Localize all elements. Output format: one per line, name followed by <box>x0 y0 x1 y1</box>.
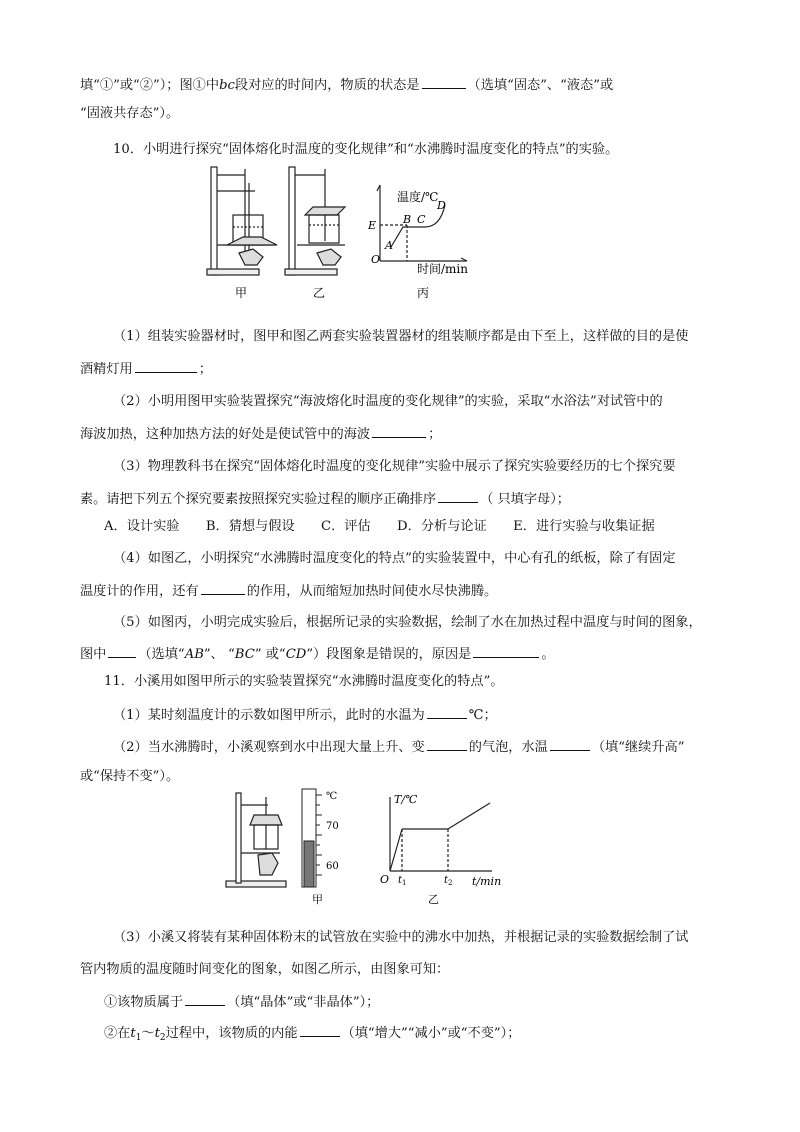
text-seg: （填“增大”“减小”或“不变”）； <box>341 1026 521 1041</box>
text-seg-italic: t <box>130 1026 136 1041</box>
q10-part2-line1: （2）小明用图甲实验装置探究“海波熔化时温度的变化规律”的实验，采取“水浴法”对试管中的 <box>113 394 663 409</box>
text-seg: 酒精灯用 <box>80 362 133 377</box>
label-origin: O <box>371 253 381 266</box>
thermo-unit: ℃ <box>326 791 338 802</box>
text-seg: 图中 <box>80 647 107 662</box>
q10-part1-line2 <box>80 358 212 380</box>
graph-ylabel: 温度/℃ <box>397 190 439 204</box>
label-origin: O <box>380 873 390 886</box>
text-seg: 素。请把下列五个探究要素按照探究实验过程的顺序正确排序 <box>80 492 437 507</box>
caption-bing: 丙 <box>417 286 430 300</box>
figure-q10 <box>205 165 505 300</box>
graph-ylabel: T/℃ <box>394 793 418 806</box>
q10-part3-line2 <box>80 488 570 510</box>
label-E: E <box>368 219 377 232</box>
text-seg: （选填“ <box>138 647 185 662</box>
graph-xlabel: 时间/min <box>417 262 468 276</box>
answer-blank[interactable] <box>438 488 478 503</box>
text-seg: ”）段图象是错误的，原因是 <box>306 647 472 662</box>
text-seg: （填“晶体”或“非晶体”）； <box>227 995 380 1010</box>
apparatus-yi <box>285 167 345 275</box>
question-10-stem: 10．小明进行探究“固体熔化时温度的变化规律”和“水沸腾时温度变化的特点”的实验。 <box>113 142 619 157</box>
text-seg: ℃； <box>468 708 497 723</box>
subscript: 1 <box>135 1033 142 1043</box>
q11-part1 <box>113 704 497 726</box>
label-t1-sub: 1 <box>402 879 407 887</box>
text-seg: ” 或“ <box>254 647 286 662</box>
answer-blank[interactable] <box>550 736 590 751</box>
answer-blank[interactable] <box>185 991 225 1006</box>
text-seg: （填“继续升高” <box>591 740 685 755</box>
text-seg: 的作用，从而缩短加热时间使水尽快沸腾。 <box>246 584 498 599</box>
caption-jia: 甲 <box>235 286 248 300</box>
label-t1: t <box>398 875 403 886</box>
text-seg: 。 <box>541 647 555 662</box>
text-seg-italic: CD <box>285 647 307 662</box>
q10-part5-line2 <box>80 643 555 665</box>
label-t2: t <box>444 875 449 886</box>
graph-xlabel: t/min <box>472 875 502 888</box>
text-seg: （选填“固态”、“液态”或 <box>467 78 614 93</box>
answer-blank[interactable] <box>473 643 539 658</box>
label-C: C <box>417 213 426 226</box>
text-seg-italic: AB <box>184 647 204 662</box>
text-seg: 温度计的作用，还有 <box>80 584 199 599</box>
label-A: A <box>385 239 393 252</box>
label-t2-sub: 2 <box>448 879 453 887</box>
text-seg-italic: t <box>154 1026 160 1041</box>
text-seg: ①该物质属于 <box>104 995 184 1010</box>
q10-part4-line1: （4）如图乙，小明探究“水沸腾时温度变化的特点”的实验装置中，中心有孔的纸板，除了有固定 <box>113 551 676 566</box>
text-seg: 段对应的时间内，物质的状态是 <box>234 78 420 93</box>
answer-blank[interactable] <box>300 1022 340 1037</box>
thermometer <box>302 789 322 887</box>
text-seg-italic: BC <box>234 647 255 662</box>
q11-part3-line2: 管内物质的温度随时间变化的图象，如图乙所示，由图象可知： <box>80 962 450 977</box>
subscript: 2 <box>159 1033 166 1043</box>
q10-part4-line2 <box>80 580 497 602</box>
text-seg: ； <box>198 362 212 377</box>
caption-yi: 乙 <box>313 286 326 300</box>
text-seg: （2）当水沸腾时，小溪观察到水中出现大量上升、变 <box>113 740 425 755</box>
text-seg-italic: bc <box>219 78 235 93</box>
text-seg: 过程中，该物质的内能 <box>165 1026 298 1041</box>
caption-yi: 乙 <box>428 893 439 906</box>
text-seg: 海波加热，这种加热方法的好处是使试管中的海波 <box>80 427 371 442</box>
thermo-60: 60 <box>326 861 339 872</box>
apparatus-jia <box>207 167 277 275</box>
text-seg: ”、 “ <box>203 647 235 662</box>
label-B: B <box>403 213 412 226</box>
text-seg: ～ <box>141 1026 155 1041</box>
answer-blank[interactable] <box>135 358 197 373</box>
text-line-2: “固液共存态”）。 <box>80 106 180 121</box>
text-line-1 <box>80 74 613 96</box>
answer-blank[interactable] <box>422 74 466 89</box>
question-11-stem: 11．小溪用如图甲所示的实验装置探究“水沸腾时温度变化的特点”。 <box>104 674 504 689</box>
apparatus-q11 <box>226 793 286 887</box>
thermo-70: 70 <box>326 821 339 832</box>
q11-part2-line1 <box>113 736 684 758</box>
text-seg: ； <box>428 427 442 442</box>
q11-sub2 <box>104 1022 520 1048</box>
text-seg: （ 只填字母）； <box>480 492 570 507</box>
answer-blank[interactable] <box>201 580 245 595</box>
q11-sub1 <box>104 991 379 1013</box>
q10-part5-line1: （5）如图丙，小明完成实验后，根据所记录的实验数据，绘制了水在加热过程中温度与时间的图象， <box>113 615 702 630</box>
q10-part1-line1: （1）组装实验器材时，图甲和图乙两套实验装置器材的组装顺序都是由下至上，这样做的目的是使 <box>113 329 689 344</box>
answer-blank[interactable] <box>427 704 467 719</box>
q11-part2-line2: 或“保持不变”）。 <box>80 769 180 784</box>
q10-part2-line2 <box>80 423 441 445</box>
graph-q11 <box>390 797 492 871</box>
q10-options: A．设计实验 B．猜想与假设 C．评估 D．分析与论证 E．进行实验与收集证据 <box>104 519 655 534</box>
q10-part3-line1: （3）物理教科书在探究“固体熔化时温度的变化规律”实验中展示了探究实验要经历的七个探究要 <box>113 459 676 474</box>
text-seg: 的气泡，水温 <box>468 740 548 755</box>
answer-blank[interactable] <box>372 423 426 438</box>
text-seg: 填“①”或“②”）；图①中 <box>80 78 220 93</box>
figure-q11 <box>222 785 512 910</box>
answer-blank[interactable] <box>427 736 467 751</box>
caption-jia: 甲 <box>312 893 323 906</box>
text-seg: ②在 <box>104 1026 131 1041</box>
q11-part3-line1: （3）小溪又将装有某种固体粉末的试管放在实验中的沸水中加热，并根据记录的实验数据绘制了试 <box>113 930 689 945</box>
text-seg: （1）某时刻温度计的示数如图甲所示，此时的水温为 <box>113 708 425 723</box>
answer-blank[interactable] <box>108 643 136 658</box>
label-D: D <box>437 199 446 212</box>
